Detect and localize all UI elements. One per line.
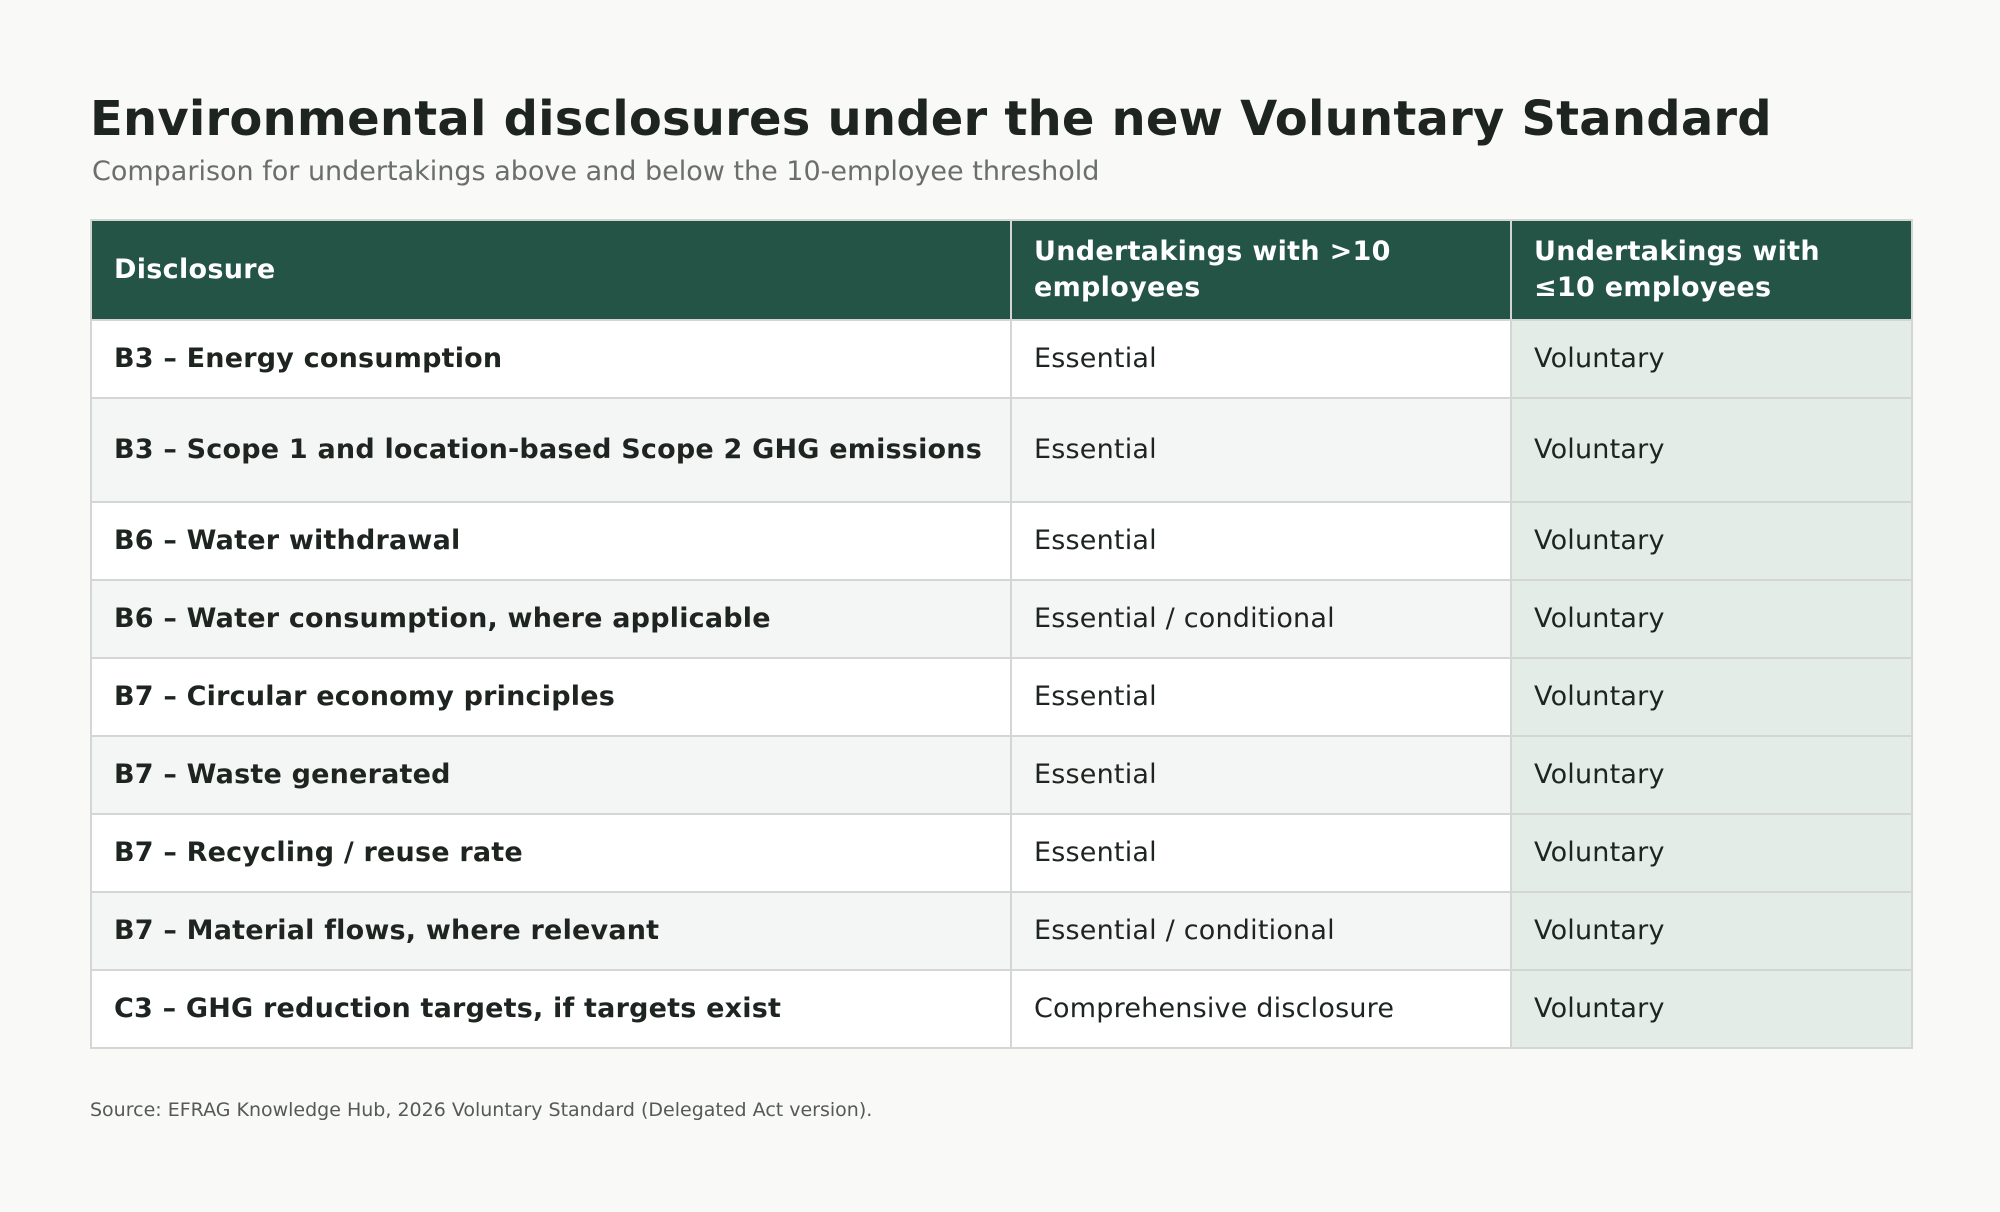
- column-header-disclosure: Disclosure: [91, 220, 1011, 320]
- disclosure-cell: B3 – Energy consumption: [91, 320, 1011, 398]
- large-undertakings-cell: Essential / conditional: [1011, 580, 1511, 658]
- large-undertakings-cell: Essential / conditional: [1011, 892, 1511, 970]
- small-undertakings-cell: Voluntary: [1511, 580, 1912, 658]
- page-content: [90, 88, 1910, 1121]
- table-row: [91, 658, 1912, 736]
- table-header: [91, 220, 1912, 320]
- small-undertakings-cell: Voluntary: [1511, 814, 1912, 892]
- disclosure-cell: B7 – Circular economy principles: [91, 658, 1011, 736]
- table-row: [91, 320, 1912, 398]
- small-undertakings-cell: Voluntary: [1511, 736, 1912, 814]
- table-body: [91, 320, 1912, 1048]
- large-undertakings-cell: Essential: [1011, 658, 1511, 736]
- disclosure-cell: B6 – Water withdrawal: [91, 502, 1011, 580]
- large-undertakings-cell: Essential: [1011, 398, 1511, 502]
- disclosure-cell: B7 – Recycling / reuse rate: [91, 814, 1011, 892]
- table-row: [91, 398, 1912, 502]
- large-undertakings-cell: Essential: [1011, 502, 1511, 580]
- table-row: [91, 580, 1912, 658]
- large-undertakings-cell: Essential: [1011, 320, 1511, 398]
- disclosure-cell: B6 – Water consumption, where applicable: [91, 580, 1011, 658]
- small-undertakings-cell: Voluntary: [1511, 398, 1912, 502]
- table-row: [91, 970, 1912, 1048]
- large-undertakings-cell: Comprehensive disclosure: [1011, 970, 1511, 1048]
- large-undertakings-cell: Essential: [1011, 736, 1511, 814]
- page-title: Environmental disclosures under the new Voluntary Standard: [90, 91, 1772, 147]
- disclosure-cell: C3 – GHG reduction targets, if targets exist: [91, 970, 1011, 1048]
- table-row: [91, 736, 1912, 814]
- page-subtitle: Comparison for undertakings above and below the 10-employee threshold: [92, 156, 1100, 187]
- table-row: [91, 814, 1912, 892]
- column-header-large-undertakings: Undertakings with >10 employees: [1011, 220, 1511, 320]
- source-note: Source: EFRAG Knowledge Hub, 2026 Voluntary Standard (Delegated Act version).: [90, 1099, 873, 1121]
- disclosure-cell: B3 – Scope 1 and location-based Scope 2 GHG emissions: [91, 398, 1011, 502]
- table-row: [91, 892, 1912, 970]
- small-undertakings-cell: Voluntary: [1511, 502, 1912, 580]
- small-undertakings-cell: Voluntary: [1511, 320, 1912, 398]
- table-header-row: [91, 220, 1912, 320]
- disclosure-cell: B7 – Waste generated: [91, 736, 1011, 814]
- disclosure-cell: B7 – Material flows, where relevant: [91, 892, 1011, 970]
- small-undertakings-cell: Voluntary: [1511, 970, 1912, 1048]
- column-header-small-undertakings: Undertakings with ≤10 employees: [1511, 220, 1912, 320]
- table-row: [91, 502, 1912, 580]
- large-undertakings-cell: Essential: [1011, 814, 1511, 892]
- small-undertakings-cell: Voluntary: [1511, 892, 1912, 970]
- small-undertakings-cell: Voluntary: [1511, 658, 1912, 736]
- disclosure-table: [90, 219, 1913, 1049]
